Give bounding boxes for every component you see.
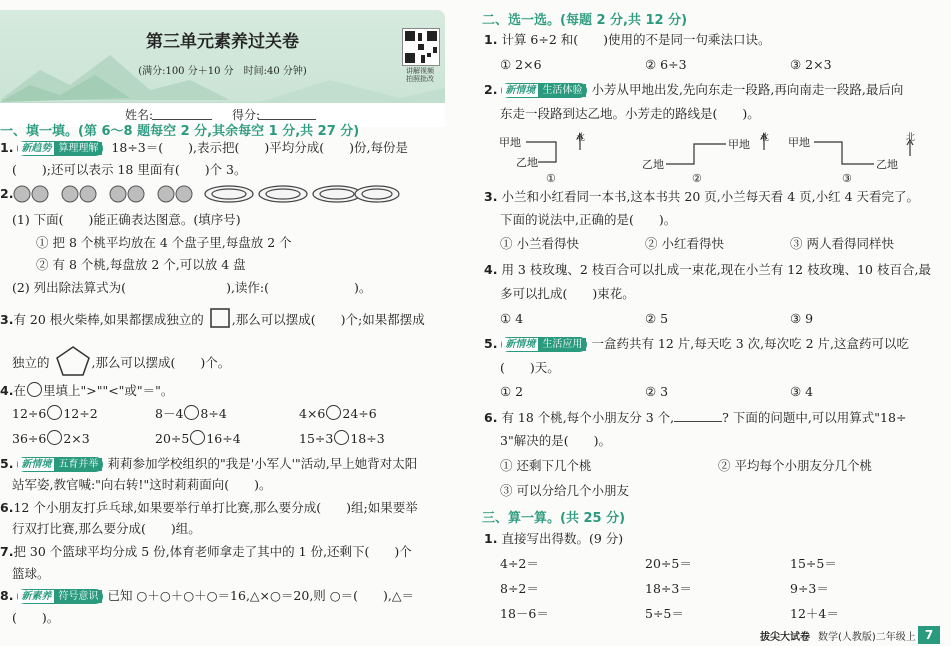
choice-6-option-2[interactable]: ② 平均每个小朋友分几个桃 xyxy=(718,458,872,473)
choice-5-option-1[interactable]: ① 2 xyxy=(500,384,524,399)
svg-text:北: 北 xyxy=(576,133,586,143)
choice-4-line-2: 多可以扎成( )束花。 xyxy=(500,286,635,301)
choice-4-option-3[interactable]: ③ 9 xyxy=(790,311,814,326)
question-7: 7.把 30 个篮球平均分成 5 份,体育老师拿走了其中的 1 份,还剩下( )个 xyxy=(0,544,412,559)
question-7-line-2: 篮球。 xyxy=(12,566,50,581)
section-2-title: 二、选一选。(每题 2 分,共 12 分) xyxy=(482,13,688,28)
score-field[interactable] xyxy=(258,107,316,120)
choice-3-line-2: 下面的说法中,正确的是( )。 xyxy=(500,212,677,227)
comparison-item: 36÷6 2×3 xyxy=(12,431,90,446)
comparison-item: 15÷3 18÷3 xyxy=(299,431,385,446)
name-label: 姓名: xyxy=(125,108,154,122)
qr-code-icon[interactable] xyxy=(402,28,440,66)
tag-new-trend: 新趋势 算理理解 xyxy=(17,141,103,156)
choice-6: 6. 有 18 个桃,每个小朋友分 3 个, ? 下面的问题中,可以用算式"18÷ xyxy=(484,410,907,425)
pentagon-matchstick-icon xyxy=(54,345,92,377)
calc-item[interactable]: 15÷5＝ xyxy=(790,556,837,571)
tag-life-experience: 新情境 生活体验 xyxy=(501,83,587,98)
score-label: 得分: xyxy=(232,108,261,122)
comparison-item: 12÷6 12÷2 xyxy=(12,406,98,421)
route-diagrams xyxy=(496,128,936,184)
choice-3: 3. 小兰和小红看同一本书,这本书共 20 页,小兰每天看 4 页,小红 4 天看完了。 xyxy=(484,189,920,204)
question-3: 3.有 20 根火柴棒,如果都摆成独立的 ,那么可以摆成( )个;如果都摆成 xyxy=(0,307,425,329)
calc-item[interactable]: 8÷2＝ xyxy=(500,581,539,596)
choice-5-option-2[interactable]: ② 3 xyxy=(645,384,669,399)
question-6-line-2: 行双打比赛,那么要分成( )组。 xyxy=(12,521,201,536)
choice-3-option-1[interactable]: ① 小兰看得快 xyxy=(500,236,579,251)
peaches-and-plates-image xyxy=(12,180,402,206)
answer-circle-icon[interactable] xyxy=(47,430,62,445)
route-option-2: ② xyxy=(692,172,702,185)
choice-3-option-2[interactable]: ② 小红看得快 xyxy=(645,236,724,251)
choice-6-option-3[interactable]: ③ 可以分给几个小朋友 xyxy=(500,483,629,498)
choice-4-option-1[interactable]: ① 4 xyxy=(500,311,524,326)
question-2: 2. xyxy=(0,186,14,201)
answer-circle-icon[interactable] xyxy=(334,430,349,445)
question-5-line-2: 站军姿,教官喊:"向右转!"这时莉莉面向( )。 xyxy=(12,477,272,492)
tag-new-literacy: 新素养 符号意识 xyxy=(17,589,103,604)
tag-new-context: 新情境 五育并举 xyxy=(17,457,103,472)
tag-life-application: 新情境 生活应用 xyxy=(501,337,587,352)
question-1: 1. 新趋势 算理理解 18÷3＝( ),表示把( )平均分成( )份,每份是 xyxy=(0,140,408,155)
question-5: 5. 新情境 五育并举 莉莉参加学校组织的"我是'小军人'"活动,早上她背对太阳 xyxy=(0,456,418,471)
calc-item[interactable]: 18÷3＝ xyxy=(645,581,692,596)
choice-3-option-3[interactable]: ③ 两人看得同样快 xyxy=(790,236,894,251)
question-1-line-2: ( );还可以表示 18 里面有( )个 3。 xyxy=(12,162,247,177)
route-1-end: 乙地 xyxy=(516,156,538,169)
calc-item[interactable]: 9÷3＝ xyxy=(790,581,829,596)
header-banner xyxy=(0,10,445,122)
choice-6-option-1[interactable]: ① 还剩下几个桃 xyxy=(500,458,592,473)
comparison-item: 8－4 8÷4 xyxy=(155,406,227,421)
choice-6-blank[interactable] xyxy=(674,409,722,422)
calc-item[interactable]: 18－6＝ xyxy=(500,606,549,621)
question-3-line-2: 独立的 ,那么可以摆成( )个。 xyxy=(12,345,230,377)
section-1-title: 一、填一填。(第 6～8 题每空 2 分,其余每空 1 分,共 27 分) xyxy=(0,124,360,139)
question-4: 4.在 里填上">""<"或"＝"。 xyxy=(0,383,174,398)
exam-title: 第三单元素养过关卷 xyxy=(146,32,299,52)
page-number: 7 xyxy=(918,626,940,644)
question-8-line-2: ( )。 xyxy=(12,610,60,625)
choice-1-option-3[interactable]: ③ 2×3 xyxy=(790,57,832,72)
exam-subtitle: (满分:100 分＋10 分 时间:40 分钟) xyxy=(138,66,307,77)
choice-5-option-3[interactable]: ③ 4 xyxy=(790,384,814,399)
choice-4-option-2[interactable]: ② 5 xyxy=(645,311,669,326)
route-option-3: ③ xyxy=(842,172,852,185)
route-2-start: 乙地 xyxy=(642,158,664,171)
route-option-1: ① xyxy=(546,172,556,185)
choice-1: 1. 计算 6÷2 和( )使用的不是同一句乘法口诀。 xyxy=(484,32,771,47)
choice-5: 5. 新情境 生活应用 一盒药共有 12 片,每天吃 3 次,每次吃 2 片,这盒药可以吃 xyxy=(484,336,910,351)
answer-circle-icon[interactable] xyxy=(326,405,341,420)
calc-item[interactable]: 4÷2＝ xyxy=(500,556,539,571)
section-3-title: 三、算一算。(共 25 分) xyxy=(482,511,626,526)
calc-item[interactable]: 20÷5＝ xyxy=(645,556,692,571)
comparison-item: 20÷5 16÷4 xyxy=(155,431,241,446)
route-3-start: 甲地 xyxy=(788,136,810,149)
square-matchstick-icon xyxy=(208,307,232,329)
calc-item[interactable]: 5÷5＝ xyxy=(645,606,684,621)
footer-subject: 数学(人教版)二年级上 xyxy=(818,632,916,643)
question-2-option-1: ① 把 8 个桃平均放在 4 个盘子里,每盘放 2 个 xyxy=(36,235,292,250)
blank-circle-icon xyxy=(27,382,42,397)
question-8: 8. 新素养 符号意识 已知 ○＋○＋○＋○＝16,△×○＝20,则 ○＝( ),△＝ xyxy=(0,588,415,603)
svg-text:北: 北 xyxy=(906,133,916,143)
question-2-part-2: (2) 列出除法算式为( ),读作:( )。 xyxy=(12,280,372,295)
choice-2: 2. 新情境 生活体验 小芳从甲地出发,先向东走一段路,再向南走一段路,最后向 xyxy=(484,82,904,97)
question-2-option-2: ② 有 8 个桃,每盘放 2 个,可以放 4 盘 xyxy=(36,257,246,272)
footer-brand: 拔尖大试卷 xyxy=(760,632,810,643)
svg-text:北: 北 xyxy=(760,133,770,143)
route-1-start: 甲地 xyxy=(499,136,521,149)
choice-6-line-2: 3"解决的是( )。 xyxy=(500,433,611,448)
calc-1: 1. 直接写出得数。(9 分) xyxy=(484,531,624,546)
route-2-end: 甲地 xyxy=(728,138,750,151)
qr-caption: 讲解视频 拍照批改 xyxy=(406,67,434,83)
question-6: 6.12 个小朋友打乒乓球,如果要举行单打比赛,那么要分成( )组;如果要举 xyxy=(0,500,418,515)
choice-2-line-2: 东走一段路到达乙地。小芳走的路线是( )。 xyxy=(500,106,760,121)
answer-circle-icon[interactable] xyxy=(190,430,205,445)
question-2-part-1: (1) 下面( )能正确表达图意。(填序号) xyxy=(12,212,241,227)
answer-circle-icon[interactable] xyxy=(47,405,62,420)
choice-5-line-2: ( )天。 xyxy=(500,360,560,375)
route-3-end: 乙地 xyxy=(876,158,898,171)
calc-item[interactable]: 12＋4＝ xyxy=(790,606,839,621)
choice-1-option-2[interactable]: ② 6÷3 xyxy=(645,57,687,72)
name-field[interactable] xyxy=(152,107,212,120)
choice-4: 4. 用 3 枝玫瑰、2 枝百合可以扎成一束花,现在小兰有 12 枝玫瑰、10 枝百合,最 xyxy=(484,262,931,277)
choice-1-option-1[interactable]: ① 2×6 xyxy=(500,57,542,72)
answer-circle-icon[interactable] xyxy=(184,405,199,420)
comparison-item: 4×6 24÷6 xyxy=(299,406,377,421)
